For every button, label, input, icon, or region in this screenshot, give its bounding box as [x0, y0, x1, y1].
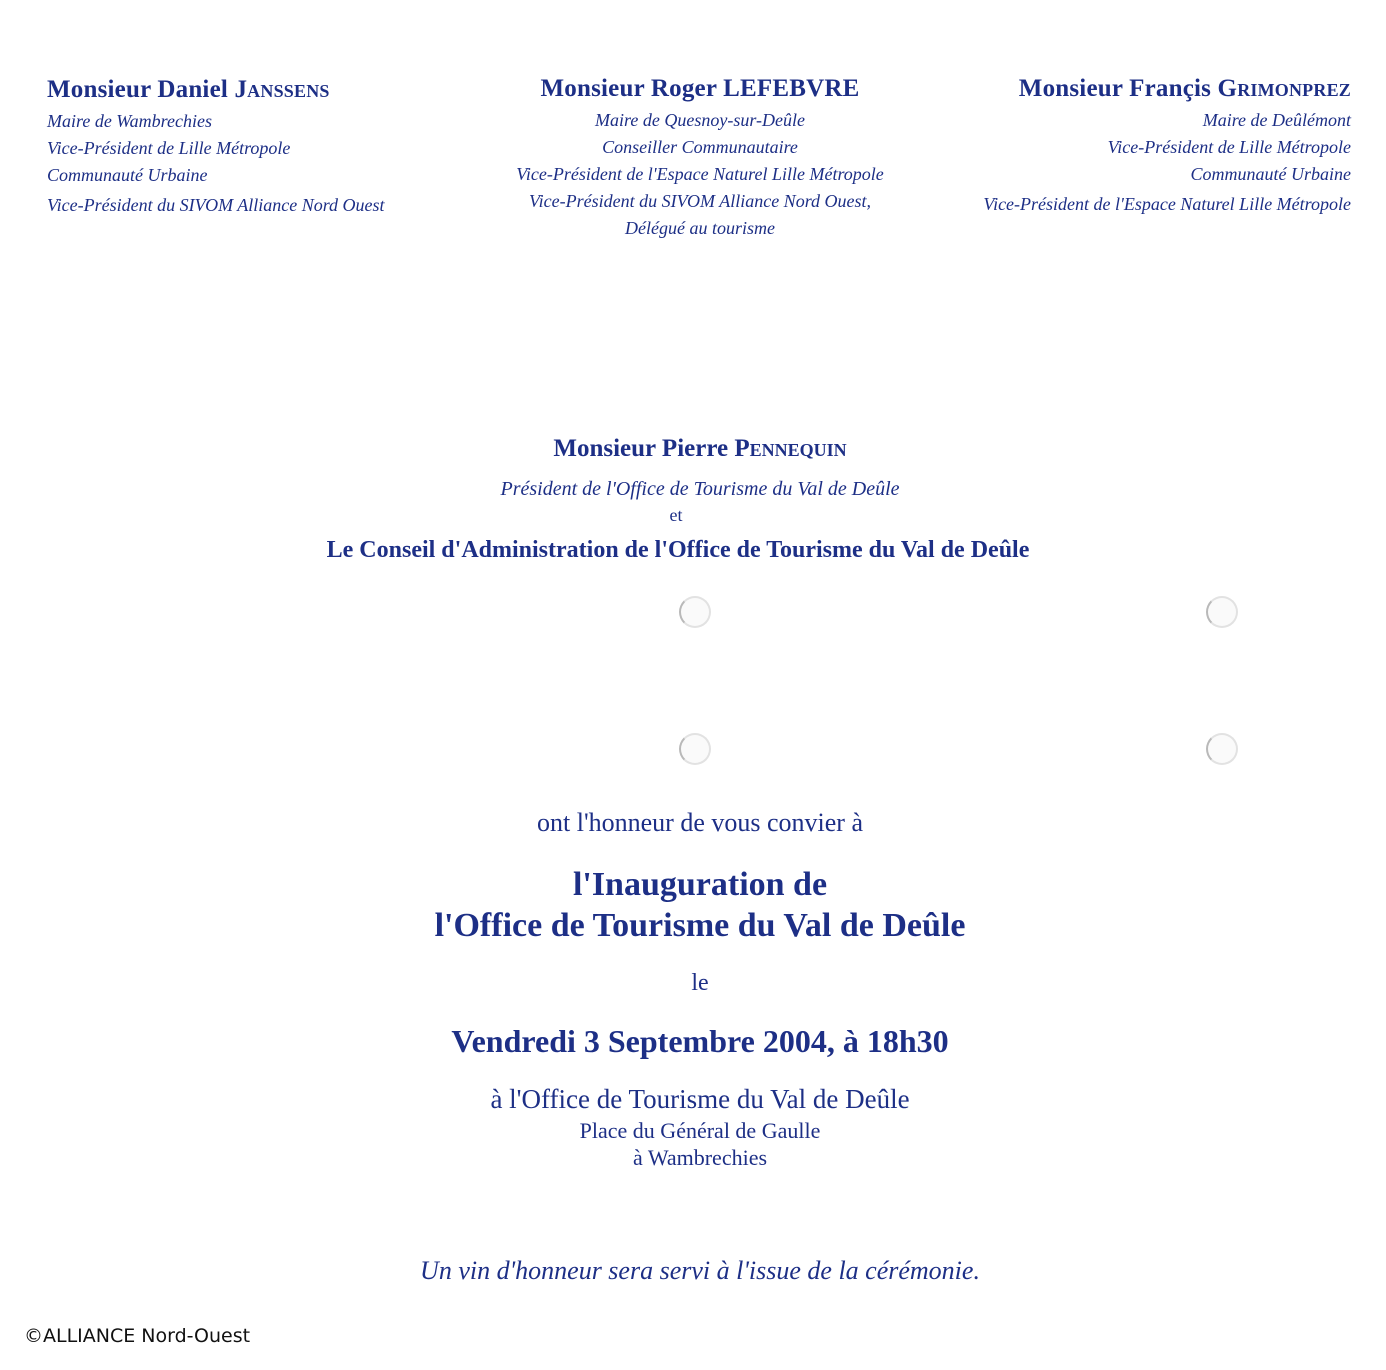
punch-hole: [1206, 596, 1238, 628]
council-name: Le Conseil d'Administration de l'Office de Tourisme du Val de Deûle: [326, 537, 1030, 563]
role-line: Maire de Wambrechies: [47, 111, 212, 131]
role-line: Délégué au tourisme: [625, 218, 775, 238]
event-city: à Wambrechies: [632, 1145, 768, 1170]
role-line: Vice-Président du SIVOM Alliance Nord Ouest: [47, 195, 385, 215]
role-line: Vice-Président du SIVOM Alliance Nord Ouest,: [528, 191, 872, 211]
signatory-roles: [516, 107, 884, 242]
signatory-roles: [47, 108, 385, 219]
signatory-name: Monsieur Roger LEFEBVRE: [540, 75, 860, 102]
role-line: Vice-Président de l'Espace Naturel Lille Métropole: [983, 194, 1351, 214]
signatory-roles: [983, 107, 1351, 218]
date-preposition: le: [691, 970, 709, 996]
signatory-name: Monsieur Daniel Janssens: [47, 76, 330, 103]
role-line: Communauté Urbaine: [1190, 164, 1351, 184]
signatory-grimonprez: [983, 75, 1351, 218]
signatory-janssens: [47, 76, 385, 219]
role-line: Conseiller Communautaire: [602, 137, 798, 157]
event-title-line1: l'Inauguration de: [572, 866, 828, 903]
role-line: Vice-Président de Lille Métropole: [47, 138, 291, 158]
president-name: Monsieur Pierre Pennequin: [553, 435, 847, 462]
invitation-line: ont l'honneur de vous convier à: [537, 808, 863, 837]
role-line: Vice-Président de Lille Métropole: [1107, 137, 1351, 157]
role-line: Maire de Quesnoy-sur-Deûle: [595, 110, 805, 130]
reception-note: Un vin d'honneur sera servi à l'issue de la cérémonie.: [420, 1256, 980, 1285]
president-title: Président de l'Office de Tourisme du Val de Deûle: [500, 478, 900, 500]
role-line: Vice-Président de l'Espace Naturel Lille Métropole: [516, 164, 884, 184]
signatory-name: Monsieur Françis Grimonprez: [1018, 75, 1351, 102]
event-title-line2: l'Office de Tourisme du Val de Deûle: [434, 907, 966, 944]
role-line: Maire de Deûlémont: [1202, 110, 1351, 130]
conjunction: et: [669, 505, 683, 525]
punch-hole: [1206, 733, 1238, 765]
signatory-lefebvre: [516, 75, 884, 242]
role-line: Communauté Urbaine: [47, 165, 208, 185]
event-address: Place du Général de Gaulle: [579, 1118, 821, 1143]
event-venue: à l'Office de Tourisme du Val de Deûle: [490, 1084, 910, 1114]
punch-hole: [679, 733, 711, 765]
copyright-notice: ©ALLIANCE Nord-Ouest: [24, 1325, 251, 1347]
punch-hole: [679, 596, 711, 628]
event-date: Vendredi 3 Septembre 2004, à 18h30: [451, 1023, 949, 1059]
